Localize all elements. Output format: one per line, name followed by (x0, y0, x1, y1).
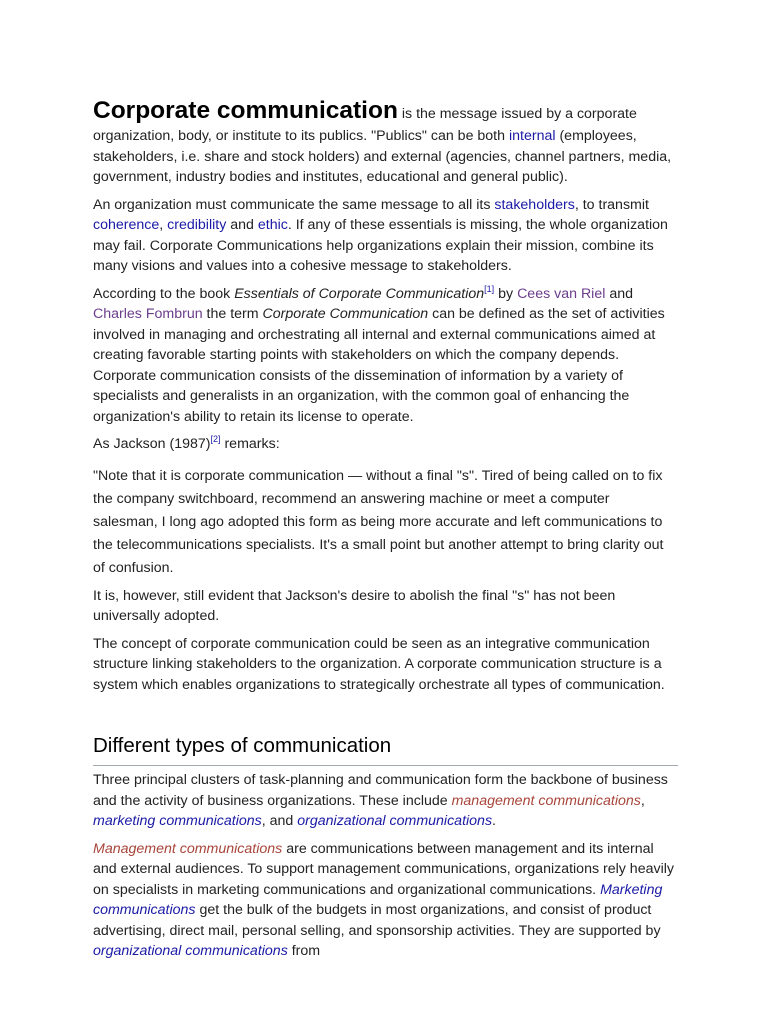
paragraph-definition (93, 284, 678, 428)
link-management-communications[interactable]: management communications (451, 792, 641, 809)
book-title: Essentials of Corporate Communication (234, 285, 485, 302)
section-heading: Different types of communication (93, 734, 678, 766)
jackson-quote: "Note that it is corporate communication — without a final "s". Tired of being called on to fix the company switchboard, recommend an answering machine or meet a computer salesman, I long ago adopted this form as being more accurate and left communications to the telecommunications specialists. It's a small point but another attempt to bring clarity out of confusion. (93, 467, 664, 577)
paragraph-concept: The concept of corporate communication could be seen as an integrative communication structure linking stakeholders to the organization. A corporate communication structure is a system which enables organizations to strategically orchestrate all types of communication. (93, 635, 665, 693)
section-types (93, 734, 678, 962)
link-management-communications-2[interactable]: Management communications (93, 840, 283, 857)
text: can be defined as the set of activities involved in managing and orchestrating all internal and external communications aimed at creating favorable starting points with stakeholders on which the company depends. Corporate communication consists of the dissemination of information by a variety of specialists and generalists in an organization, with the common goal of enhancing the organization's ability to retain its license to operate. (93, 306, 665, 425)
link-marketing-communications-2[interactable]: Marketing communications (93, 881, 663, 919)
term-italic: Corporate Communication (262, 306, 429, 322)
link-organizational-communications[interactable]: organizational communications (297, 813, 493, 830)
text: , and (261, 813, 298, 830)
intro-paragraph (93, 96, 678, 188)
article-body (93, 96, 678, 969)
text: As Jackson (1987) (93, 436, 211, 452)
text: . If any of these essentials is missing, the whole organization may fail. Corporate Communications help organizations explain their mission, combine its many visions and values into a cohesive message to stakeholders. (93, 217, 668, 274)
text: , (640, 792, 645, 809)
link-stakeholders[interactable]: stakeholders (494, 196, 575, 213)
paragraph-jackson (93, 434, 678, 455)
reference-2[interactable]: [2] (210, 434, 221, 444)
reference-1[interactable]: [1] (484, 283, 495, 294)
lead-term: Corporate communication (93, 97, 398, 124)
text: , (159, 217, 168, 233)
text: , to transmit (574, 196, 649, 213)
text: An organization must communicate the same message to all its (93, 196, 495, 213)
section-paragraph-2 (93, 839, 678, 962)
text: and (605, 285, 634, 302)
paragraph-stakeholders (93, 195, 678, 277)
link-ethic[interactable]: ethic (257, 217, 288, 233)
link-credibility[interactable]: credibility (167, 217, 227, 233)
text: According to the book (93, 285, 235, 302)
text: . (492, 813, 496, 830)
text: are communications between management and its internal and external audiences. To support management communications, organizations rely heavily on specialists in marketing communications and organizational communications. (93, 840, 674, 898)
text: get the bulk of the budgets in most organizations, and consist of product advertising, direct mail, personal selling, and sponsorship activities. They are supported by (93, 902, 661, 939)
link-cees-van-riel[interactable]: Cees van Riel (517, 285, 606, 302)
link-charles-fombrun[interactable]: Charles Fombrun (93, 306, 203, 322)
intro-text-2: (employees, stakeholders, i.e. share and stock holders) and external (agencies, channel partners, media, government, industry bodies and institutes, educational and general public). (93, 128, 672, 185)
text: and (226, 217, 258, 233)
text: remarks: (220, 436, 280, 452)
link-marketing-communications[interactable]: marketing communications (93, 813, 262, 830)
link-coherence[interactable]: coherence (93, 217, 160, 233)
link-organizational-communications-2[interactable]: organizational communications (93, 943, 288, 960)
text: the term (202, 306, 263, 322)
intro-text-1: is the message issued by a corporate organization, body, or institute to its publics. "Publics" can be both (93, 106, 637, 144)
section-paragraph-1 (93, 770, 678, 832)
text: from (287, 943, 321, 960)
text: Three principal clusters of task-planning and communication form the backbone of business and the activity of business organizations. These include (93, 772, 668, 809)
link-internal[interactable]: internal (508, 128, 556, 144)
paragraph-final-s: It is, however, still evident that Jackson's desire to abolish the final "s" has not been universally adopted. (93, 587, 616, 625)
text: by (494, 285, 518, 302)
